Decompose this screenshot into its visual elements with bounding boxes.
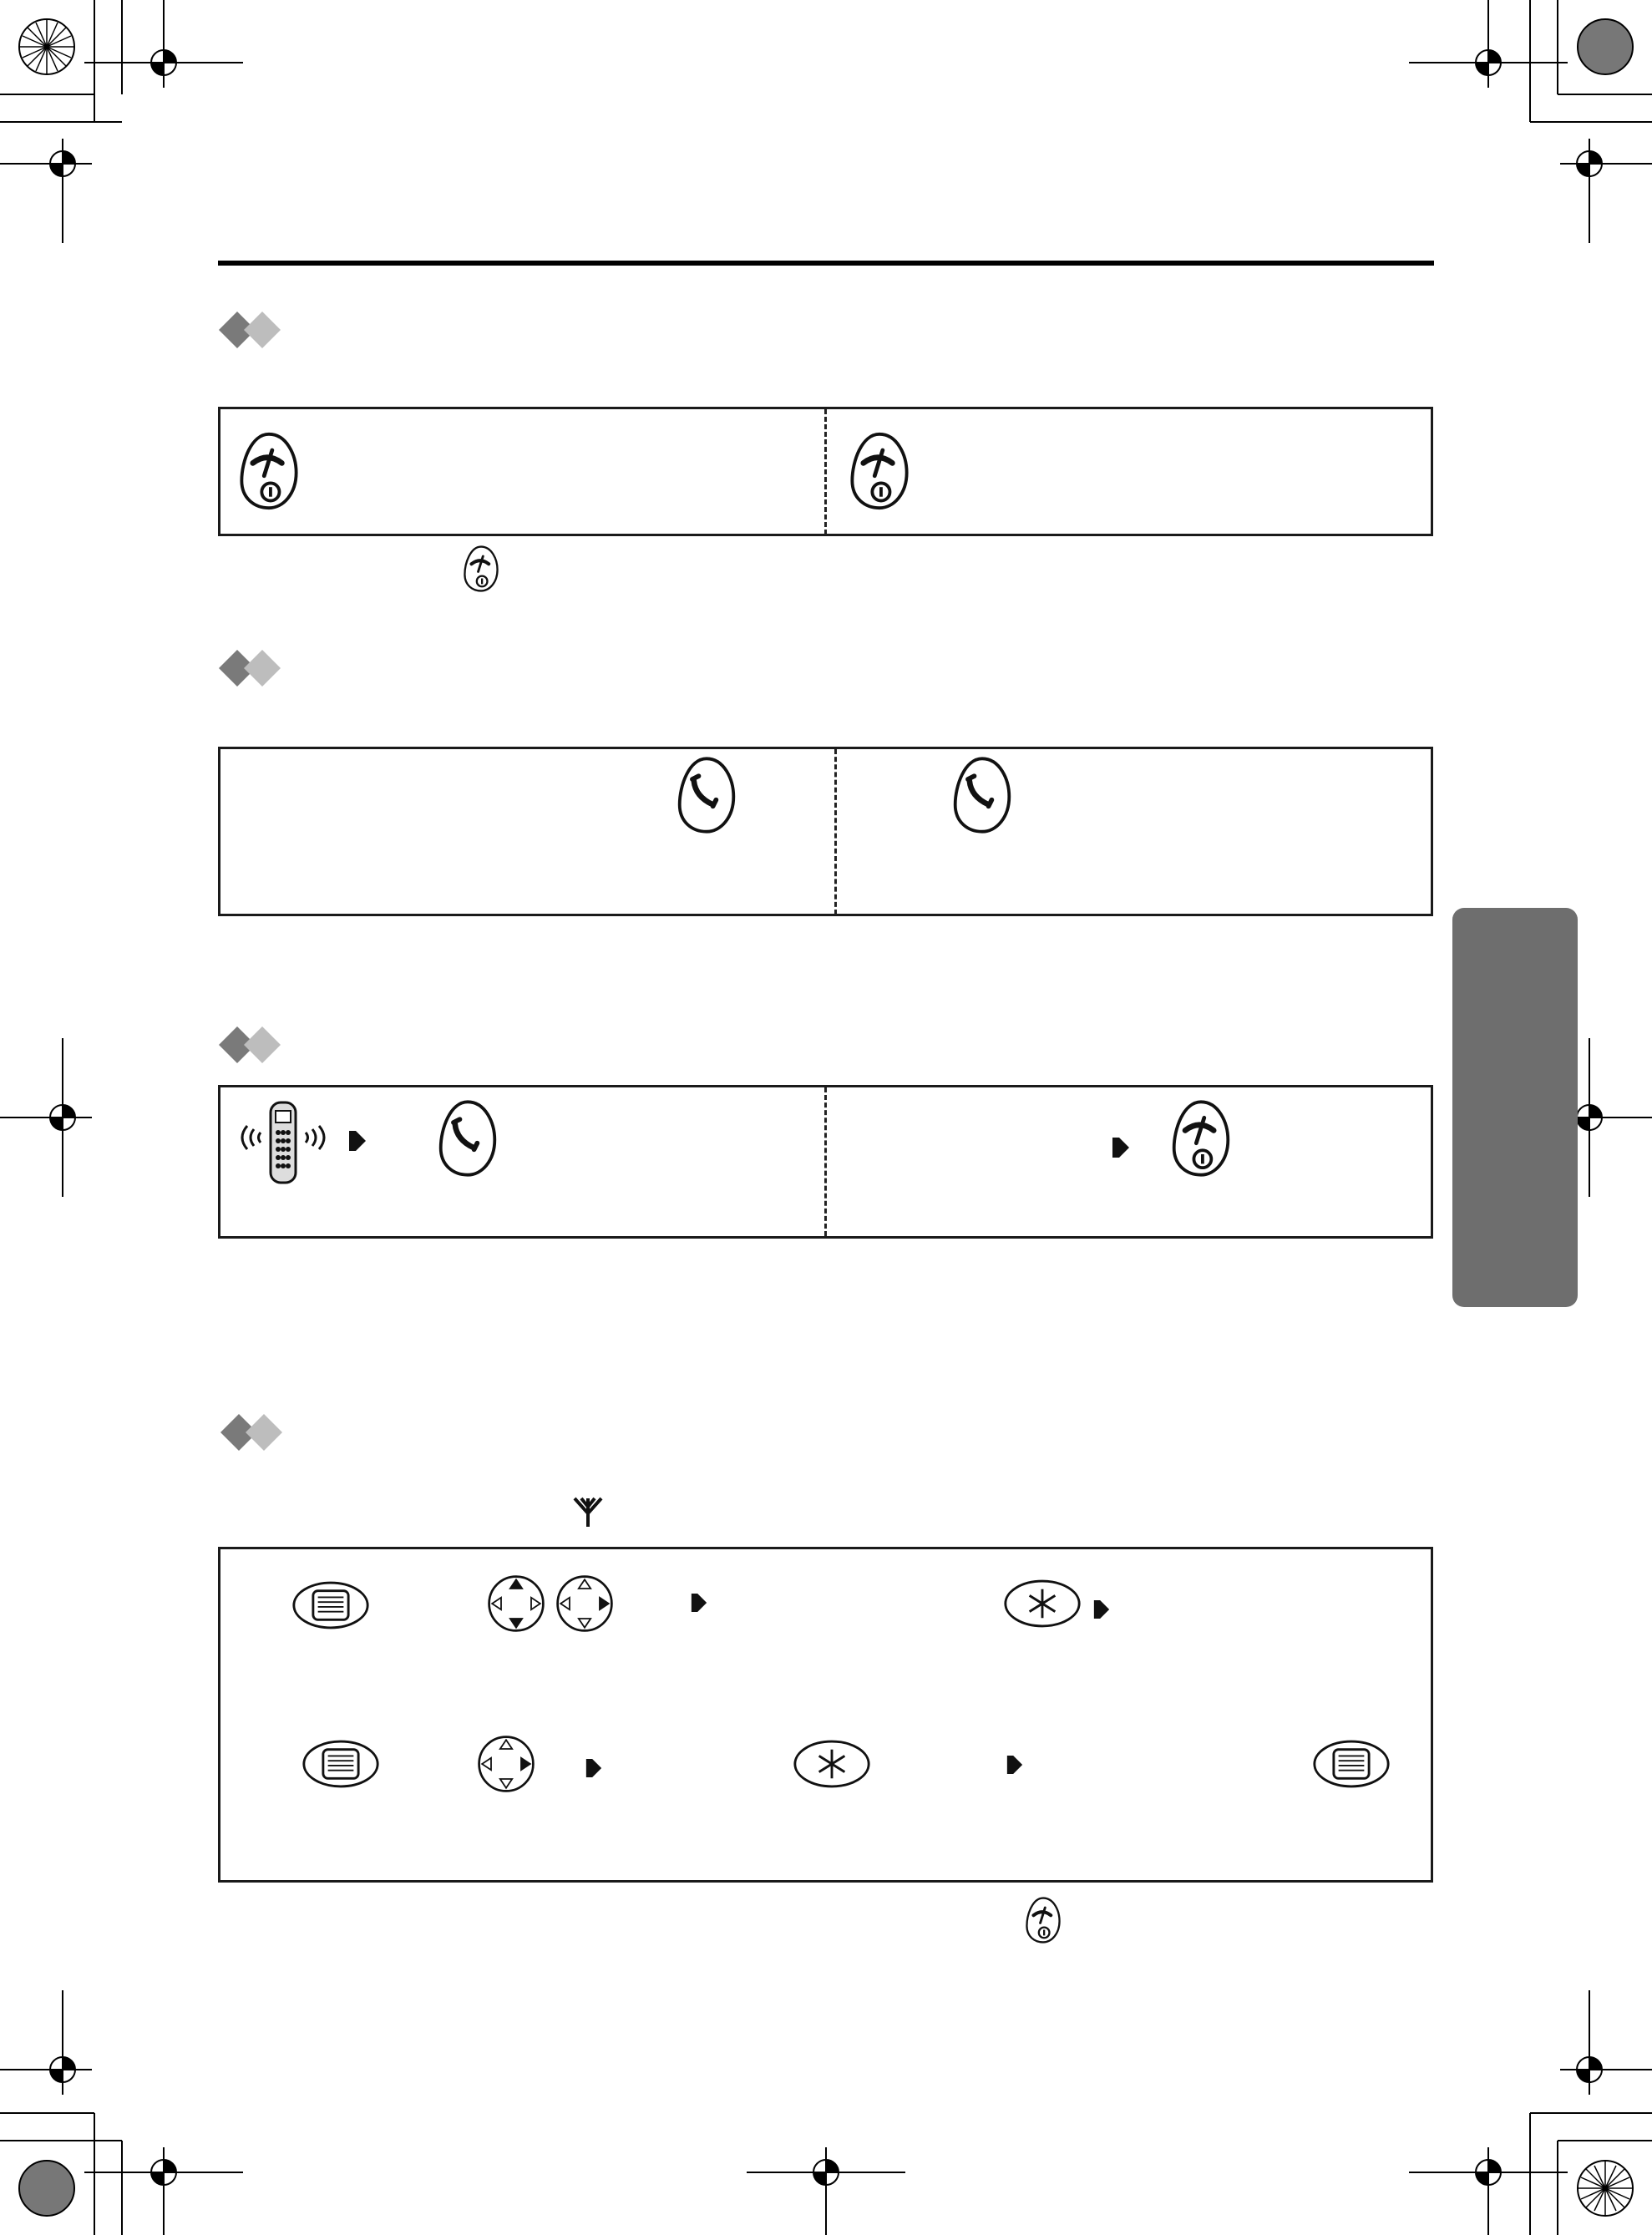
menu-key-icon[interactable] [291,1579,371,1631]
off-key-icon[interactable] [236,431,302,511]
talk-key-icon[interactable] [950,755,1014,835]
off-key-icon[interactable] [846,431,913,511]
navigator-right-icon [555,1574,615,1634]
box-divider [824,1087,827,1236]
step-arrow-icon [690,1590,708,1615]
step-arrow-icon [1111,1134,1131,1161]
talk-key-icon[interactable] [436,1098,499,1178]
ringing-handset-icon [237,1099,329,1186]
instruction-box-2 [218,747,1433,916]
step-arrow-icon [585,1756,603,1781]
navigator-right-icon [476,1734,536,1794]
menu-key-icon[interactable] [1311,1738,1391,1790]
section-marker-2 [219,647,286,689]
instruction-box-4 [218,1547,1433,1883]
chapter-tab [1452,908,1578,1307]
step-arrow-icon [1092,1597,1111,1622]
step-arrow-icon [347,1128,367,1154]
star-key-icon[interactable] [1002,1578,1082,1629]
navigator-up-down-icon [486,1574,546,1634]
off-key-icon[interactable] [1169,1098,1233,1178]
menu-key-icon[interactable] [301,1738,381,1790]
talk-key-icon[interactable] [675,755,738,835]
section-marker-3 [219,1024,286,1066]
star-key-icon[interactable] [792,1738,872,1790]
antenna-icon [571,1495,605,1530]
off-key-icon[interactable] [462,545,500,593]
step-arrow-icon [1006,1752,1024,1777]
off-key-icon[interactable] [1024,1896,1062,1944]
box-divider [834,749,837,915]
section-marker-4 [220,1411,287,1453]
title-rule [218,261,1434,266]
section-marker-1 [219,309,286,351]
box-divider [824,409,827,535]
